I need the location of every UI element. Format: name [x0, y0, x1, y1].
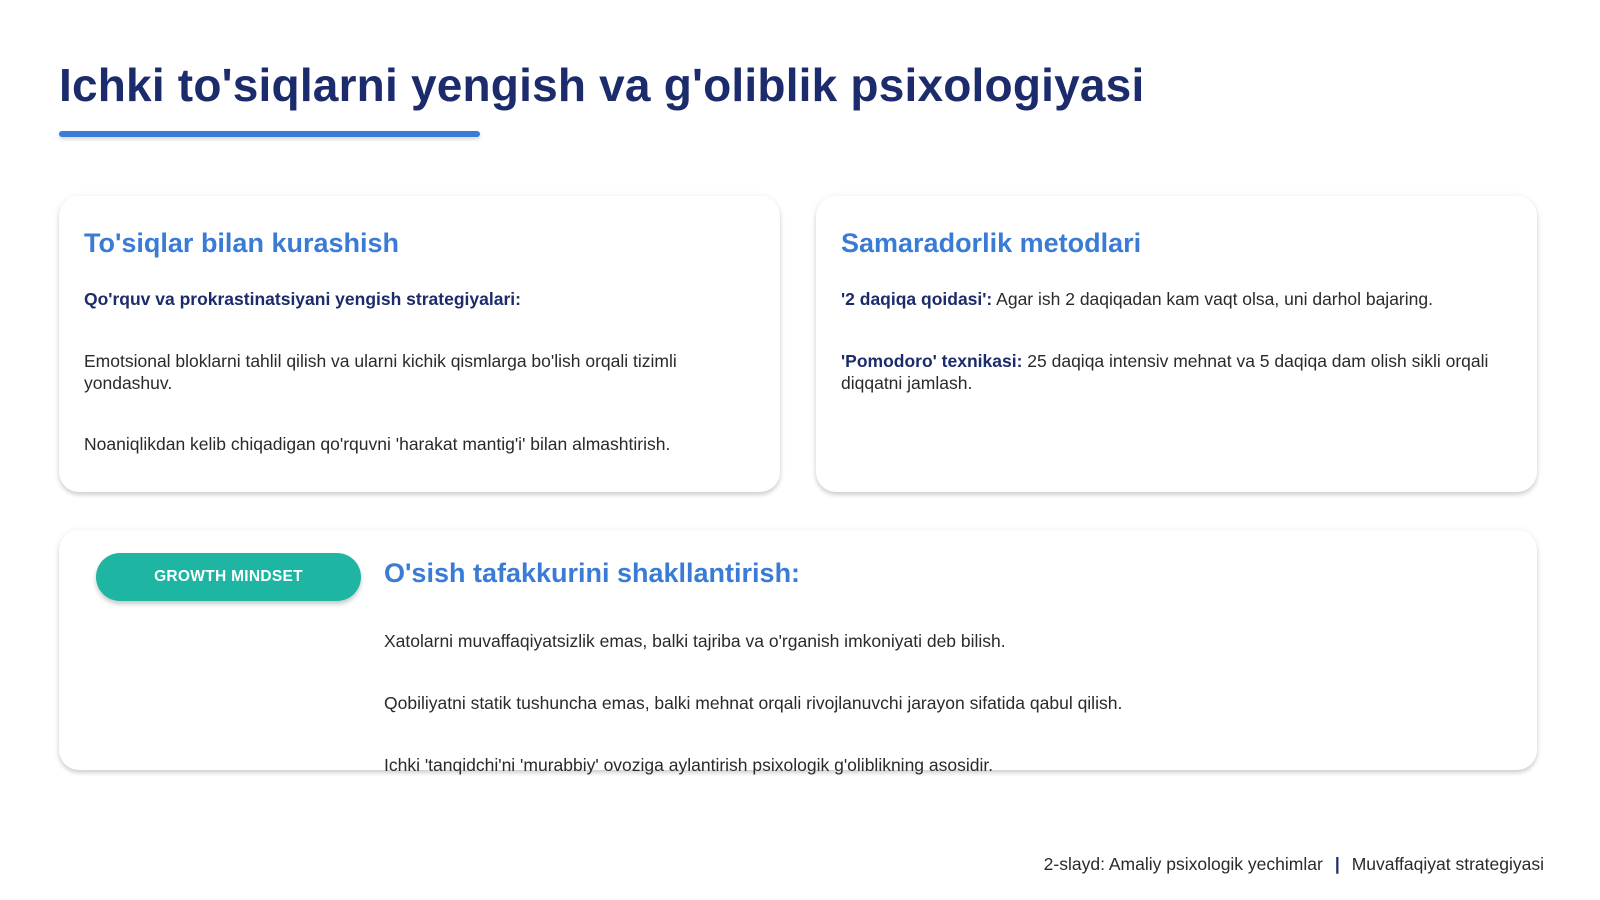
productivity-item-1: [841, 288, 1531, 310]
obstacles-point-1: Emotsional bloklarni tahlil qilish va ularni kichik qismlarga bo'lish orqali tizimli yondashuv.: [84, 351, 677, 393]
productivity-item-2: [841, 350, 1521, 394]
productivity-item-2-text: 25 daqiqa intensiv mehnat va 5 daqiqa dam olish sikli orqali diqqatni jamlash.: [841, 351, 1489, 393]
footer-topic-label: Muvaffaqiyat strategiyasi: [1351, 854, 1544, 874]
obstacles-card: [59, 196, 780, 492]
growth-point-2: Qobiliyatni statik tushuncha emas, balki mehnat orqali rivojlanuvchi jarayon sifatida qabul qilish.: [384, 693, 1123, 713]
footer: [1044, 854, 1544, 875]
productivity-item-1-text: Agar ish 2 daqiqadan kam vaqt olsa, uni darhol bajaring.: [992, 289, 1433, 309]
footer-slide-label: 2-slayd: Amaliy psixologik yechimlar: [1043, 854, 1323, 874]
obstacles-card-heading: To'siqlar bilan kurashish: [84, 228, 399, 258]
productivity-item-2-term: 'Pomodoro' texnikasi:: [841, 351, 1023, 371]
obstacles-card-subheading: Qo'rquv va prokrastinatsiyani yengish strategiyalari:: [84, 289, 521, 309]
page-title: Ichki to'siqlarni yengish va g'oliblik psixologiyasi: [59, 59, 1145, 111]
productivity-card: [816, 196, 1537, 492]
productivity-item-1-term: '2 daqiqa qoidasi':: [841, 289, 993, 309]
title-underline: [59, 131, 480, 137]
growth-mindset-badge: GROWTH MINDSET: [96, 553, 361, 601]
productivity-card-heading: Samaradorlik metodlari: [841, 228, 1142, 258]
growth-point-3: Ichki 'tanqidchi'ni 'murabbiy' ovoziga aylantirish psixologik g'oliblikning asosidir.: [384, 755, 994, 775]
footer-separator: |: [1334, 854, 1340, 874]
growth-mindset-heading: O'sish tafakkurini shakllantirish:: [384, 558, 801, 588]
growth-point-1: Xatolarni muvaffaqiyatsizlik emas, balki tajriba va o'rganish imkoniyati deb bilish.: [384, 631, 1006, 651]
growth-mindset-card: [59, 530, 1537, 775]
obstacles-point-2: Noaniqlikdan kelib chiqadigan qo'rquvni 'harakat mantig'i' bilan almashtirish.: [84, 434, 671, 454]
